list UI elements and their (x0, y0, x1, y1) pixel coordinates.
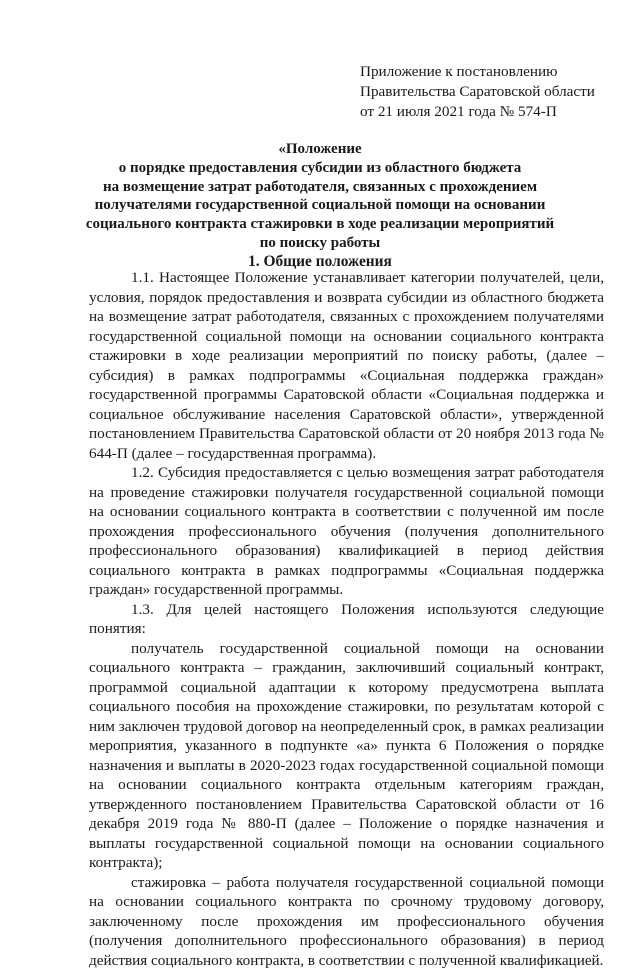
appendix-note (360, 62, 595, 122)
appendix-line-1: Приложение к постановлению (360, 62, 595, 82)
section-body (89, 268, 604, 970)
definition-recipient: получатель государственной социальной помощи на основании социального контракта – гражданин, заключивший социальный контракт, программой социальной адаптации к которому предусмотрена выплата социального пособия на прохождение стажировки, по результатам которой с ним заключен трудовой договор на неопределенный срок, в рамках реализации мероприятия, указанного в подпункте «а» пункта 6 Положения о порядке назначения и выплаты в 2020-2023 годах государственной социальной помощи на основании социального контракта отдельным категориям граждан, утвержденного постановлением Правительства Саратовской области от 16 декабря 2019 года № 880-П (далее – Положение о порядке назначения и выплаты государственной социальной помощи на основании социального контракта); (89, 639, 604, 873)
title-line-6: по поиску работы (80, 234, 560, 253)
title-line-5: социального контракта стажировки в ходе реализации мероприятий (80, 215, 560, 234)
section-heading: 1. Общие положения (80, 252, 560, 271)
title-line-2: о порядке предоставления субсидии из областного бюджета (80, 159, 560, 178)
title-line-1: «Положение (80, 140, 560, 159)
document-title (80, 140, 560, 253)
title-line-3: на возмещение затрат работодателя, связанных с прохождением (80, 178, 560, 197)
paragraph-1-2: 1.2. Субсидия предоставляется с целью возмещения затрат работодателя на проведение стажировки получателя государственной социальной помощи на основании социального контракта в соответствии с полученной им после прохождения профессионального обучения (получения дополнительного профессионального образования) квалификацией в период действия социального контракта в рамках подпрограммы «Социальная поддержка граждан» государственной программы. (89, 463, 604, 600)
paragraph-1-3: 1.3. Для целей настоящего Положения используются следующие понятия: (89, 600, 604, 639)
appendix-line-2: Правительства Саратовской области (360, 82, 595, 102)
paragraph-1-1: 1.1. Настоящее Положение устанавливает категории получателей, цели, условия, порядок предоставления и возврата субсидии из областного бюджета на возмещение затрат работодателя, связанных с прохождением получателями государственной социальной помощи на основании социального контракта стажировки в ходе реализации мероприятий по поиску работы, (далее – субсидия) в рамках подпрограммы «Социальная поддержка граждан» государственной программы Саратовской области «Социальная поддержка и социальное обслуживание населения Саратовской области», утвержденной постановлением Правительства Саратовской области от 20 ноября 2013 года № 644-П (далее – государственная программа). (89, 268, 604, 463)
appendix-line-3: от 21 июля 2021 года № 574-П (360, 102, 595, 122)
title-line-4: получателями государственной социальной помощи на основании (80, 196, 560, 215)
definition-internship: стажировка – работа получателя государственной социальной помощи на основании социального контракта по срочному трудовому договору, заключенному после прохождения им профессионального обучения (получения дополнительного профессионального образования) в период действия социального контракта, в соответствии с полученной квалификацией. (89, 873, 604, 970)
